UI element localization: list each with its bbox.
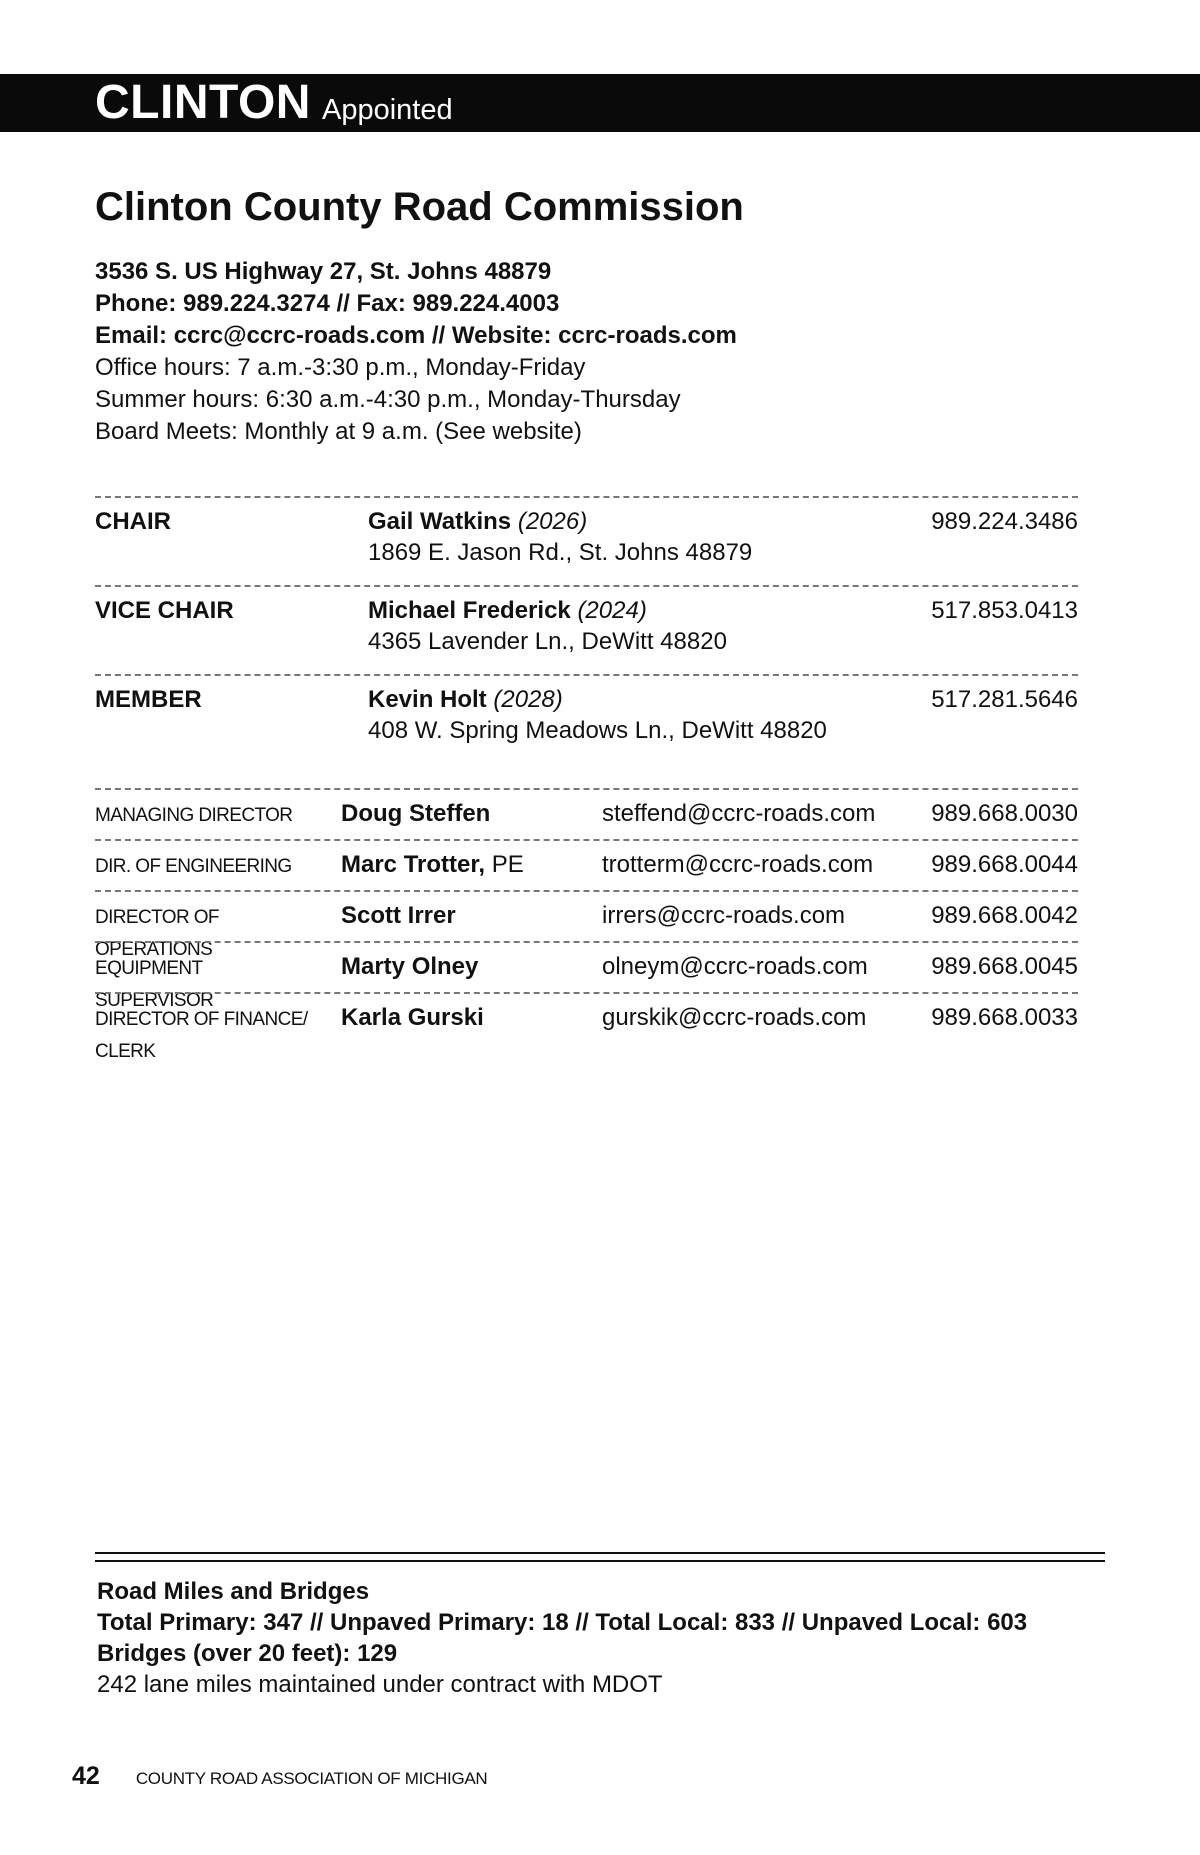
board-term: (2026) bbox=[517, 508, 588, 535]
staff-email: gurskik@ccrc-roads.com bbox=[602, 1004, 867, 1031]
board-term: (2024) bbox=[577, 597, 647, 624]
section-rule bbox=[95, 1560, 1105, 1562]
road-miles-totals: Total Primary: 347 // Unpaved Primary: 18 // Total Local: 833 // Unpaved Local: 603 bbox=[97, 1609, 1028, 1636]
board-role: CHAIR bbox=[95, 508, 171, 535]
board-person bbox=[368, 506, 752, 568]
board-member-address: 4365 Lavender Ln., DeWitt 48820 bbox=[368, 628, 727, 655]
staff-name: Marc Trotter, bbox=[341, 851, 486, 878]
staff-credential: PE bbox=[485, 851, 524, 878]
staff-name: Doug Steffen bbox=[341, 800, 491, 827]
staff-phone: 989.668.0033 bbox=[931, 1004, 1078, 1031]
commission-type: Appointed bbox=[322, 94, 453, 126]
board-member-name: Kevin Holt bbox=[368, 686, 487, 713]
staff-name-cell bbox=[341, 1002, 484, 1034]
agency-contact-block bbox=[95, 256, 737, 448]
board-member-address: 1869 E. Jason Rd., St. Johns 48879 bbox=[368, 539, 753, 566]
section-rule bbox=[95, 1552, 1105, 1554]
staff-title: MANAGING DIRECTOR bbox=[95, 805, 293, 826]
staff-email: steffend@ccrc-roads.com bbox=[602, 800, 876, 827]
page-number: 42 bbox=[72, 1762, 100, 1790]
road-miles-heading: Road Miles and Bridges bbox=[97, 1578, 370, 1605]
divider bbox=[95, 496, 1078, 498]
staff-name: Scott Irrer bbox=[341, 902, 456, 929]
staff-title: DIRECTOR OF FINANCE/ CLERK bbox=[95, 1009, 308, 1062]
agency-email-website: Email: ccrc@ccrc-roads.com // Website: ccrc-roads.com bbox=[95, 322, 737, 349]
staff-name-cell bbox=[341, 900, 456, 932]
divider bbox=[95, 585, 1078, 587]
board-member-name: Michael Frederick bbox=[368, 597, 571, 624]
board-member-address: 408 W. Spring Meadows Ln., DeWitt 48820 bbox=[368, 717, 827, 744]
office-hours: Office hours: 7 a.m.-3:30 p.m., Monday-Friday bbox=[95, 354, 586, 381]
agency-address: 3536 S. US Highway 27, St. Johns 48879 bbox=[95, 258, 552, 285]
summer-hours: Summer hours: 6:30 a.m.-4:30 p.m., Monday-Thursday bbox=[95, 386, 681, 413]
staff-phone: 989.668.0045 bbox=[931, 953, 1078, 980]
divider bbox=[95, 941, 1078, 943]
staff-title: EQUIPMENT SUPERVISOR bbox=[95, 958, 214, 1011]
divider bbox=[95, 674, 1078, 676]
lane-miles-note: 242 lane miles maintained under contract with MDOT bbox=[97, 1671, 663, 1698]
board-role: MEMBER bbox=[95, 686, 202, 713]
staff-name-cell bbox=[341, 798, 490, 830]
staff-title: DIRECTOR OF OPERATIONS bbox=[95, 907, 219, 960]
divider bbox=[95, 839, 1078, 841]
agency-name: Clinton County Road Commission bbox=[95, 185, 744, 229]
staff-email: olneym@ccrc-roads.com bbox=[602, 953, 868, 980]
board-phone: 517.281.5646 bbox=[931, 686, 1078, 713]
staff-name: Karla Gurski bbox=[341, 1004, 484, 1031]
board-person bbox=[368, 684, 827, 746]
publisher-name: COUNTY ROAD ASSOCIATION OF MICHIGAN bbox=[135, 1769, 488, 1788]
county-banner bbox=[0, 74, 1200, 132]
staff-name-cell bbox=[341, 951, 478, 983]
staff-email: trotterm@ccrc-roads.com bbox=[602, 851, 874, 878]
agency-phone-fax: Phone: 989.224.3274 // Fax: 989.224.4003 bbox=[95, 290, 560, 317]
county-name: CLINTON bbox=[95, 76, 311, 129]
board-person bbox=[368, 595, 727, 657]
staff-email: irrers@ccrc-roads.com bbox=[602, 902, 846, 929]
divider bbox=[95, 992, 1078, 994]
board-member-name: Gail Watkins bbox=[368, 508, 512, 535]
board-phone: 517.853.0413 bbox=[931, 597, 1078, 624]
staff-name-cell bbox=[341, 849, 524, 881]
staff-phone: 989.668.0030 bbox=[931, 800, 1078, 827]
divider bbox=[95, 890, 1078, 892]
board-term: (2028) bbox=[493, 686, 563, 713]
road-miles-block bbox=[97, 1576, 1027, 1700]
page-footer bbox=[72, 1762, 487, 1791]
bridges-count: Bridges (over 20 feet): 129 bbox=[97, 1640, 398, 1667]
staff-title: DIR. OF ENGINEERING bbox=[95, 856, 292, 877]
board-role: VICE CHAIR bbox=[95, 597, 234, 624]
divider bbox=[95, 788, 1078, 790]
board-meets: Board Meets: Monthly at 9 a.m. (See website) bbox=[95, 418, 582, 445]
staff-phone: 989.668.0044 bbox=[931, 851, 1078, 878]
staff-phone: 989.668.0042 bbox=[931, 902, 1078, 929]
board-phone: 989.224.3486 bbox=[931, 508, 1078, 535]
staff-name: Marty Olney bbox=[341, 953, 479, 980]
